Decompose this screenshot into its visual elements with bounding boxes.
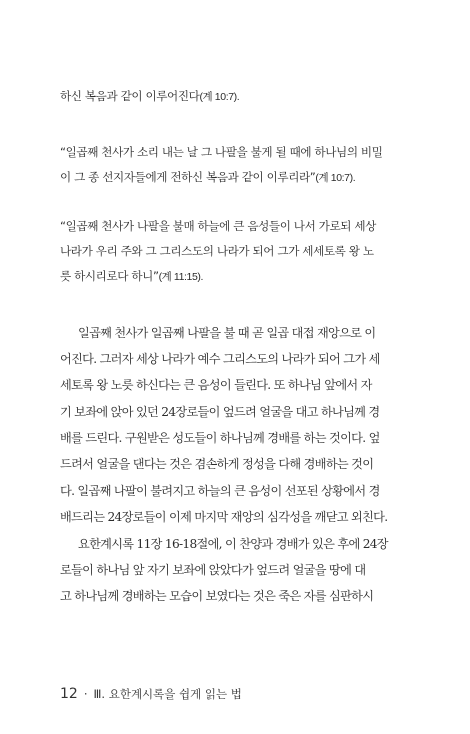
- intro-line: 하신 복음과 같이 이루어진다(계 10:7).: [60, 89, 240, 103]
- body-line-10: 로들이 하나님 앞 자기 보좌에 앉았다가 엎드려 얼굴을 땅에 대: [60, 563, 366, 577]
- section-title: Ⅲ. 요한계시록을 쉽게 읽는 법: [93, 687, 242, 701]
- body-line-8: 배드리는 24장로들이 이제 마지막 재앙의 심각성을 깨닫고 외친다.: [60, 510, 388, 524]
- page-footer: [60, 686, 242, 702]
- body-line-2: 어진다. 그러자 세상 나라가 예수 그리스도의 나라가 되어 그가 세: [60, 352, 380, 366]
- page-number: 12: [60, 686, 78, 702]
- body-line-3: 세토록 왕 노릇 하신다는 큰 음성이 들린다. 또 하나님 앞에서 자: [60, 378, 372, 392]
- scripture-reference: (계 11:15).: [158, 271, 204, 283]
- body-line-9: 요한계시록 11장 16-18절에, 이 찬양과 경배가 있은 후에 24장: [78, 537, 388, 551]
- quote1-line-2: 이 그 종 선지자들에게 전하신 복음과 같이 이루리라”(계 10:7).: [60, 170, 356, 184]
- quote2-line-3: 릇 하시리로다 하니”(계 11:15).: [60, 269, 204, 283]
- quote2-line-2: 나라가 우리 주와 그 그리스도의 나라가 되어 그가 세세토록 왕 노: [60, 244, 374, 258]
- body-line-5: 배를 드린다. 구원받은 성도들이 하나님께 경배를 하는 것이다. 엎: [60, 431, 380, 445]
- quote2-line-1: “일곱째 천사가 나팔을 불매 하늘에 큰 음성들이 나서 가로되 세상: [60, 219, 376, 233]
- body-line-6: 드려서 얼굴을 댄다는 것은 겸손하게 정성을 다해 경배하는 것이: [60, 457, 374, 471]
- body-line-11: 고 하나님께 경배하는 모습이 보였다는 것은 죽은 자를 심판하시: [60, 589, 374, 603]
- quote1-line-1: “일곱째 천사가 소리 내는 날 그 나팔을 불게 될 때에 하나님의 비밀: [60, 145, 383, 159]
- body-line-4: 기 보좌에 앉아 있던 24장로들이 엎드려 얼굴을 대고 하나님께 경: [60, 405, 380, 419]
- footer-separator: ·: [83, 687, 88, 701]
- body-line-1: 일곱째 천사가 일곱째 나팔을 불 때 곧 일곱 대접 재앙으로 이: [78, 326, 376, 340]
- body-line-7: 다. 일곱째 나팔이 불려지고 하늘의 큰 음성이 선포된 상황에서 경: [60, 484, 380, 498]
- scripture-reference: (계 10:7).: [315, 172, 356, 184]
- scripture-reference: (계 10:7).: [199, 91, 240, 103]
